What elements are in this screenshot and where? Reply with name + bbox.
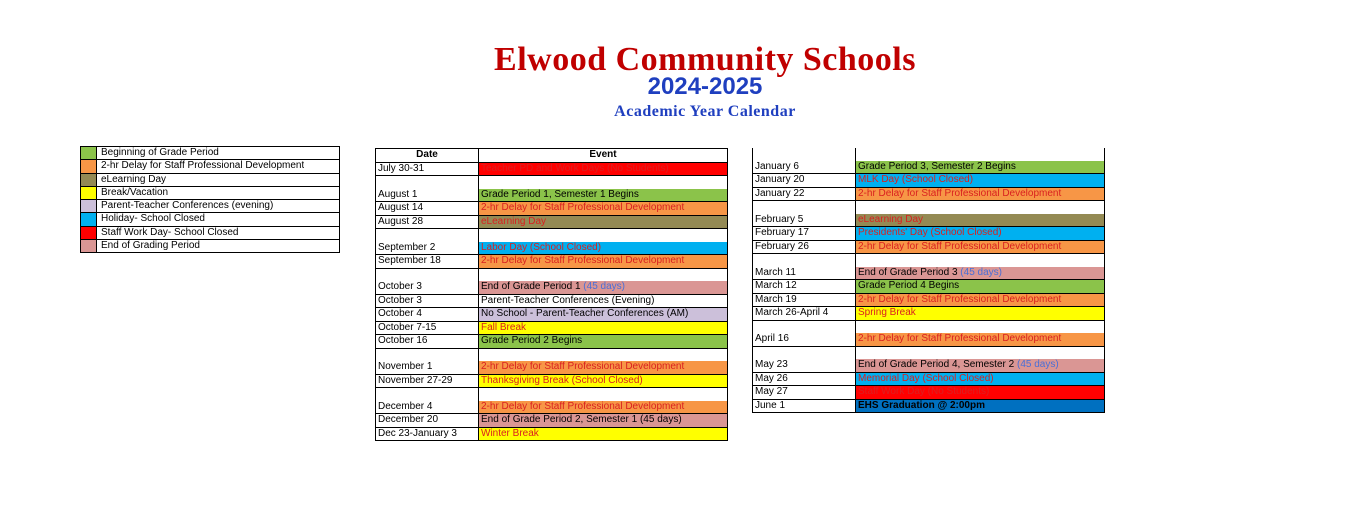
event-label: 2-hr Delay for Staff Professional Development	[481, 202, 685, 214]
legend-swatch	[81, 147, 97, 159]
row-event	[856, 214, 1105, 227]
row-date: July 30-31	[376, 162, 479, 176]
calendar-row	[753, 372, 1105, 386]
calendar-row	[753, 161, 1105, 174]
event-label: Memorial Day (School Closed)	[858, 372, 994, 384]
row-event	[856, 307, 1105, 321]
event-header: Event	[479, 149, 728, 163]
row-event	[856, 148, 1105, 161]
calendar-row	[753, 148, 1105, 161]
event-label: Presidents' Day (School Closed)	[858, 227, 1002, 239]
calendar-row	[376, 229, 728, 242]
legend-item	[81, 240, 339, 253]
row-event	[479, 202, 728, 216]
row-event	[479, 321, 728, 335]
row-event	[856, 227, 1105, 241]
calendar-row	[376, 374, 728, 388]
row-event	[856, 240, 1105, 254]
legend-item	[81, 213, 339, 226]
calendar-row	[753, 254, 1105, 267]
row-event	[856, 346, 1105, 359]
calendar-table-fall	[375, 148, 728, 441]
calendar-row	[376, 321, 728, 335]
event-label: Staff Work Day (No Students)	[858, 386, 990, 398]
row-date	[376, 348, 479, 361]
legend-item	[81, 227, 339, 240]
event-label: Grade Period 4 Begins	[858, 280, 960, 292]
calendar-row	[753, 399, 1105, 413]
row-date: February 5	[753, 214, 856, 227]
row-date: December 4	[376, 401, 479, 414]
calendar-row	[753, 214, 1105, 227]
row-event	[479, 308, 728, 322]
event-label: Grade Period 3, Semester 2 Begins	[858, 160, 1016, 172]
calendar-row	[753, 386, 1105, 400]
row-date: October 4	[376, 308, 479, 322]
row-date: December 20	[376, 414, 479, 428]
calendar-row	[753, 267, 1105, 280]
row-date	[753, 254, 856, 267]
calendar-row	[376, 176, 728, 189]
calendar-row	[753, 359, 1105, 372]
event-label: No School - Parent-Teacher Conferences (AM)	[481, 308, 689, 320]
event-label: Teacher PD and Work Days (No Students)	[481, 162, 669, 174]
row-event	[856, 320, 1105, 333]
row-event	[856, 267, 1105, 280]
calendar-row	[376, 294, 728, 308]
event-duration: (45 days)	[960, 266, 1002, 278]
event-label: End of Grade Period 2, Semester 1 (45 days)	[481, 414, 682, 426]
calendar-row	[376, 308, 728, 322]
row-event	[479, 427, 728, 441]
row-event	[856, 254, 1105, 267]
row-event	[856, 174, 1105, 188]
row-event	[479, 176, 728, 189]
event-label: Grade Period 2 Begins	[481, 335, 583, 347]
legend-item	[81, 200, 339, 213]
calendar-row	[753, 187, 1105, 201]
row-date: January 22	[753, 187, 856, 201]
row-event	[856, 359, 1105, 372]
row-date: March 11	[753, 267, 856, 280]
event-label: Fall Break	[481, 321, 527, 333]
legend-label: End of Grading Period	[101, 240, 200, 252]
calendar-row	[376, 242, 728, 255]
row-date	[753, 148, 856, 161]
row-date: October 3	[376, 281, 479, 294]
legend-label: Staff Work Day- School Closed	[101, 226, 239, 238]
event-label: End of Grade Period 4, Semester 2	[858, 359, 1015, 371]
calendar-row	[376, 427, 728, 441]
event-label: 2-hr Delay for Staff Professional Development	[858, 187, 1062, 199]
legend-item	[81, 147, 339, 160]
event-label: Parent-Teacher Conferences (Evening)	[481, 294, 655, 306]
row-event	[856, 280, 1105, 294]
row-event	[479, 189, 728, 202]
legend-swatch	[81, 200, 97, 212]
row-date: September 18	[376, 255, 479, 269]
calendar-row	[753, 240, 1105, 254]
calendar-row	[376, 268, 728, 281]
legend-item	[81, 160, 339, 173]
calendar-row	[376, 414, 728, 428]
calendar-row	[376, 361, 728, 374]
row-date	[376, 176, 479, 189]
event-label: eLearning Day	[858, 213, 924, 225]
row-event	[856, 293, 1105, 307]
row-date: May 23	[753, 359, 856, 372]
row-date: January 6	[753, 161, 856, 174]
row-event	[479, 361, 728, 374]
row-date: Dec 23-January 3	[376, 427, 479, 441]
calendar-row	[753, 307, 1105, 321]
row-date: September 2	[376, 242, 479, 255]
event-label: 2-hr Delay for Staff Professional Development	[481, 400, 685, 412]
school-year: 2024-2025	[647, 73, 763, 100]
color-legend	[80, 146, 340, 253]
calendar-row	[753, 333, 1105, 346]
calendar-row	[753, 320, 1105, 333]
calendar-row	[376, 281, 728, 294]
row-event	[479, 242, 728, 255]
row-date	[753, 201, 856, 214]
calendar-row	[753, 174, 1105, 188]
row-date: April 16	[753, 333, 856, 346]
row-date: August 28	[376, 215, 479, 229]
school-title: Elwood Community Schools	[494, 41, 916, 78]
row-date: February 17	[753, 227, 856, 241]
legend-label: Beginning of Grade Period	[101, 147, 219, 158]
calendar-row	[753, 293, 1105, 307]
event-label: End of Grade Period 1	[481, 281, 581, 293]
row-date: June 1	[753, 399, 856, 413]
calendar-row	[376, 401, 728, 414]
calendar-row	[753, 280, 1105, 294]
event-label: Labor Day (School Closed)	[481, 241, 602, 253]
row-date: May 26	[753, 372, 856, 386]
row-event	[856, 386, 1105, 400]
calendar-row	[376, 388, 728, 401]
row-event	[479, 281, 728, 294]
event-label: eLearning Day	[481, 215, 547, 227]
row-event	[856, 399, 1105, 413]
event-label: Spring Break	[858, 307, 916, 319]
event-label: 2-hr Delay for Staff Professional Development	[481, 255, 685, 267]
calendar-row	[753, 201, 1105, 214]
event-label: Thanksgiving Break (School Closed)	[481, 374, 643, 386]
row-date: March 19	[753, 293, 856, 307]
row-date: August 14	[376, 202, 479, 216]
legend-label: eLearning Day	[101, 173, 167, 185]
event-label: End of Grade Period 3	[858, 266, 958, 278]
calendar-subtitle: Academic Year Calendar	[614, 103, 796, 120]
row-event	[479, 294, 728, 308]
event-label: 2-hr Delay for Staff Professional Development	[858, 293, 1062, 305]
row-date: October 7-15	[376, 321, 479, 335]
row-date: March 12	[753, 280, 856, 294]
row-date: January 20	[753, 174, 856, 188]
calendar-row	[376, 189, 728, 202]
legend-swatch	[81, 160, 97, 172]
calendar-row	[376, 162, 728, 176]
calendar-row	[376, 255, 728, 269]
calendar-table-spring	[752, 148, 1105, 413]
row-event	[856, 372, 1105, 386]
row-event	[479, 215, 728, 229]
event-label: Winter Break	[481, 427, 539, 439]
row-event	[856, 201, 1105, 214]
row-event	[856, 333, 1105, 346]
row-event	[479, 162, 728, 176]
calendar-row	[753, 227, 1105, 241]
event-duration: (45 days)	[583, 281, 625, 293]
event-label: 2-hr Delay for Staff Professional Development	[481, 361, 685, 373]
row-date	[376, 388, 479, 401]
legend-label: Break/Vacation	[101, 186, 169, 198]
row-date	[376, 268, 479, 281]
row-date	[376, 229, 479, 242]
legend-label: Parent-Teacher Conferences (evening)	[101, 200, 274, 212]
event-label: MLK Day (School Closed)	[858, 174, 974, 186]
event-label: 2-hr Delay for Staff Professional Development	[858, 333, 1062, 345]
row-event	[479, 335, 728, 349]
row-date	[753, 320, 856, 333]
row-event	[479, 414, 728, 428]
legend-swatch	[81, 187, 97, 199]
row-event	[479, 401, 728, 414]
row-event	[479, 268, 728, 281]
row-event	[856, 187, 1105, 201]
row-date: October 3	[376, 294, 479, 308]
legend-swatch	[81, 240, 97, 252]
calendar-row	[376, 348, 728, 361]
event-label: 2-hr Delay for Staff Professional Development	[858, 240, 1062, 252]
row-date: May 27	[753, 386, 856, 400]
legend-label: 2-hr Delay for Staff Professional Development	[101, 160, 305, 172]
calendar-row	[376, 215, 728, 229]
row-event	[479, 255, 728, 269]
row-event	[479, 374, 728, 388]
row-date: November 1	[376, 361, 479, 374]
row-date: October 16	[376, 335, 479, 349]
event-label: Grade Period 1, Semester 1 Begins	[481, 188, 639, 200]
legend-item	[81, 187, 339, 200]
row-date: August 1	[376, 189, 479, 202]
legend-swatch	[81, 227, 97, 239]
legend-swatch	[81, 213, 97, 225]
row-date: February 26	[753, 240, 856, 254]
row-event	[479, 229, 728, 242]
event-label: EHS Graduation @ 2:00pm	[858, 399, 985, 411]
calendar-row	[376, 202, 728, 216]
event-duration: (45 days)	[1016, 359, 1059, 371]
row-event	[479, 388, 728, 401]
row-date	[753, 346, 856, 359]
calendar-row	[376, 335, 728, 349]
date-header: Date	[376, 149, 479, 163]
row-date: November 27-29	[376, 374, 479, 388]
legend-swatch	[81, 174, 97, 186]
legend-item	[81, 174, 339, 187]
legend-label: Holiday- School Closed	[101, 213, 205, 225]
row-event	[856, 161, 1105, 174]
row-event	[479, 348, 728, 361]
calendar-row	[753, 346, 1105, 359]
row-date: March 26-April 4	[753, 307, 856, 321]
